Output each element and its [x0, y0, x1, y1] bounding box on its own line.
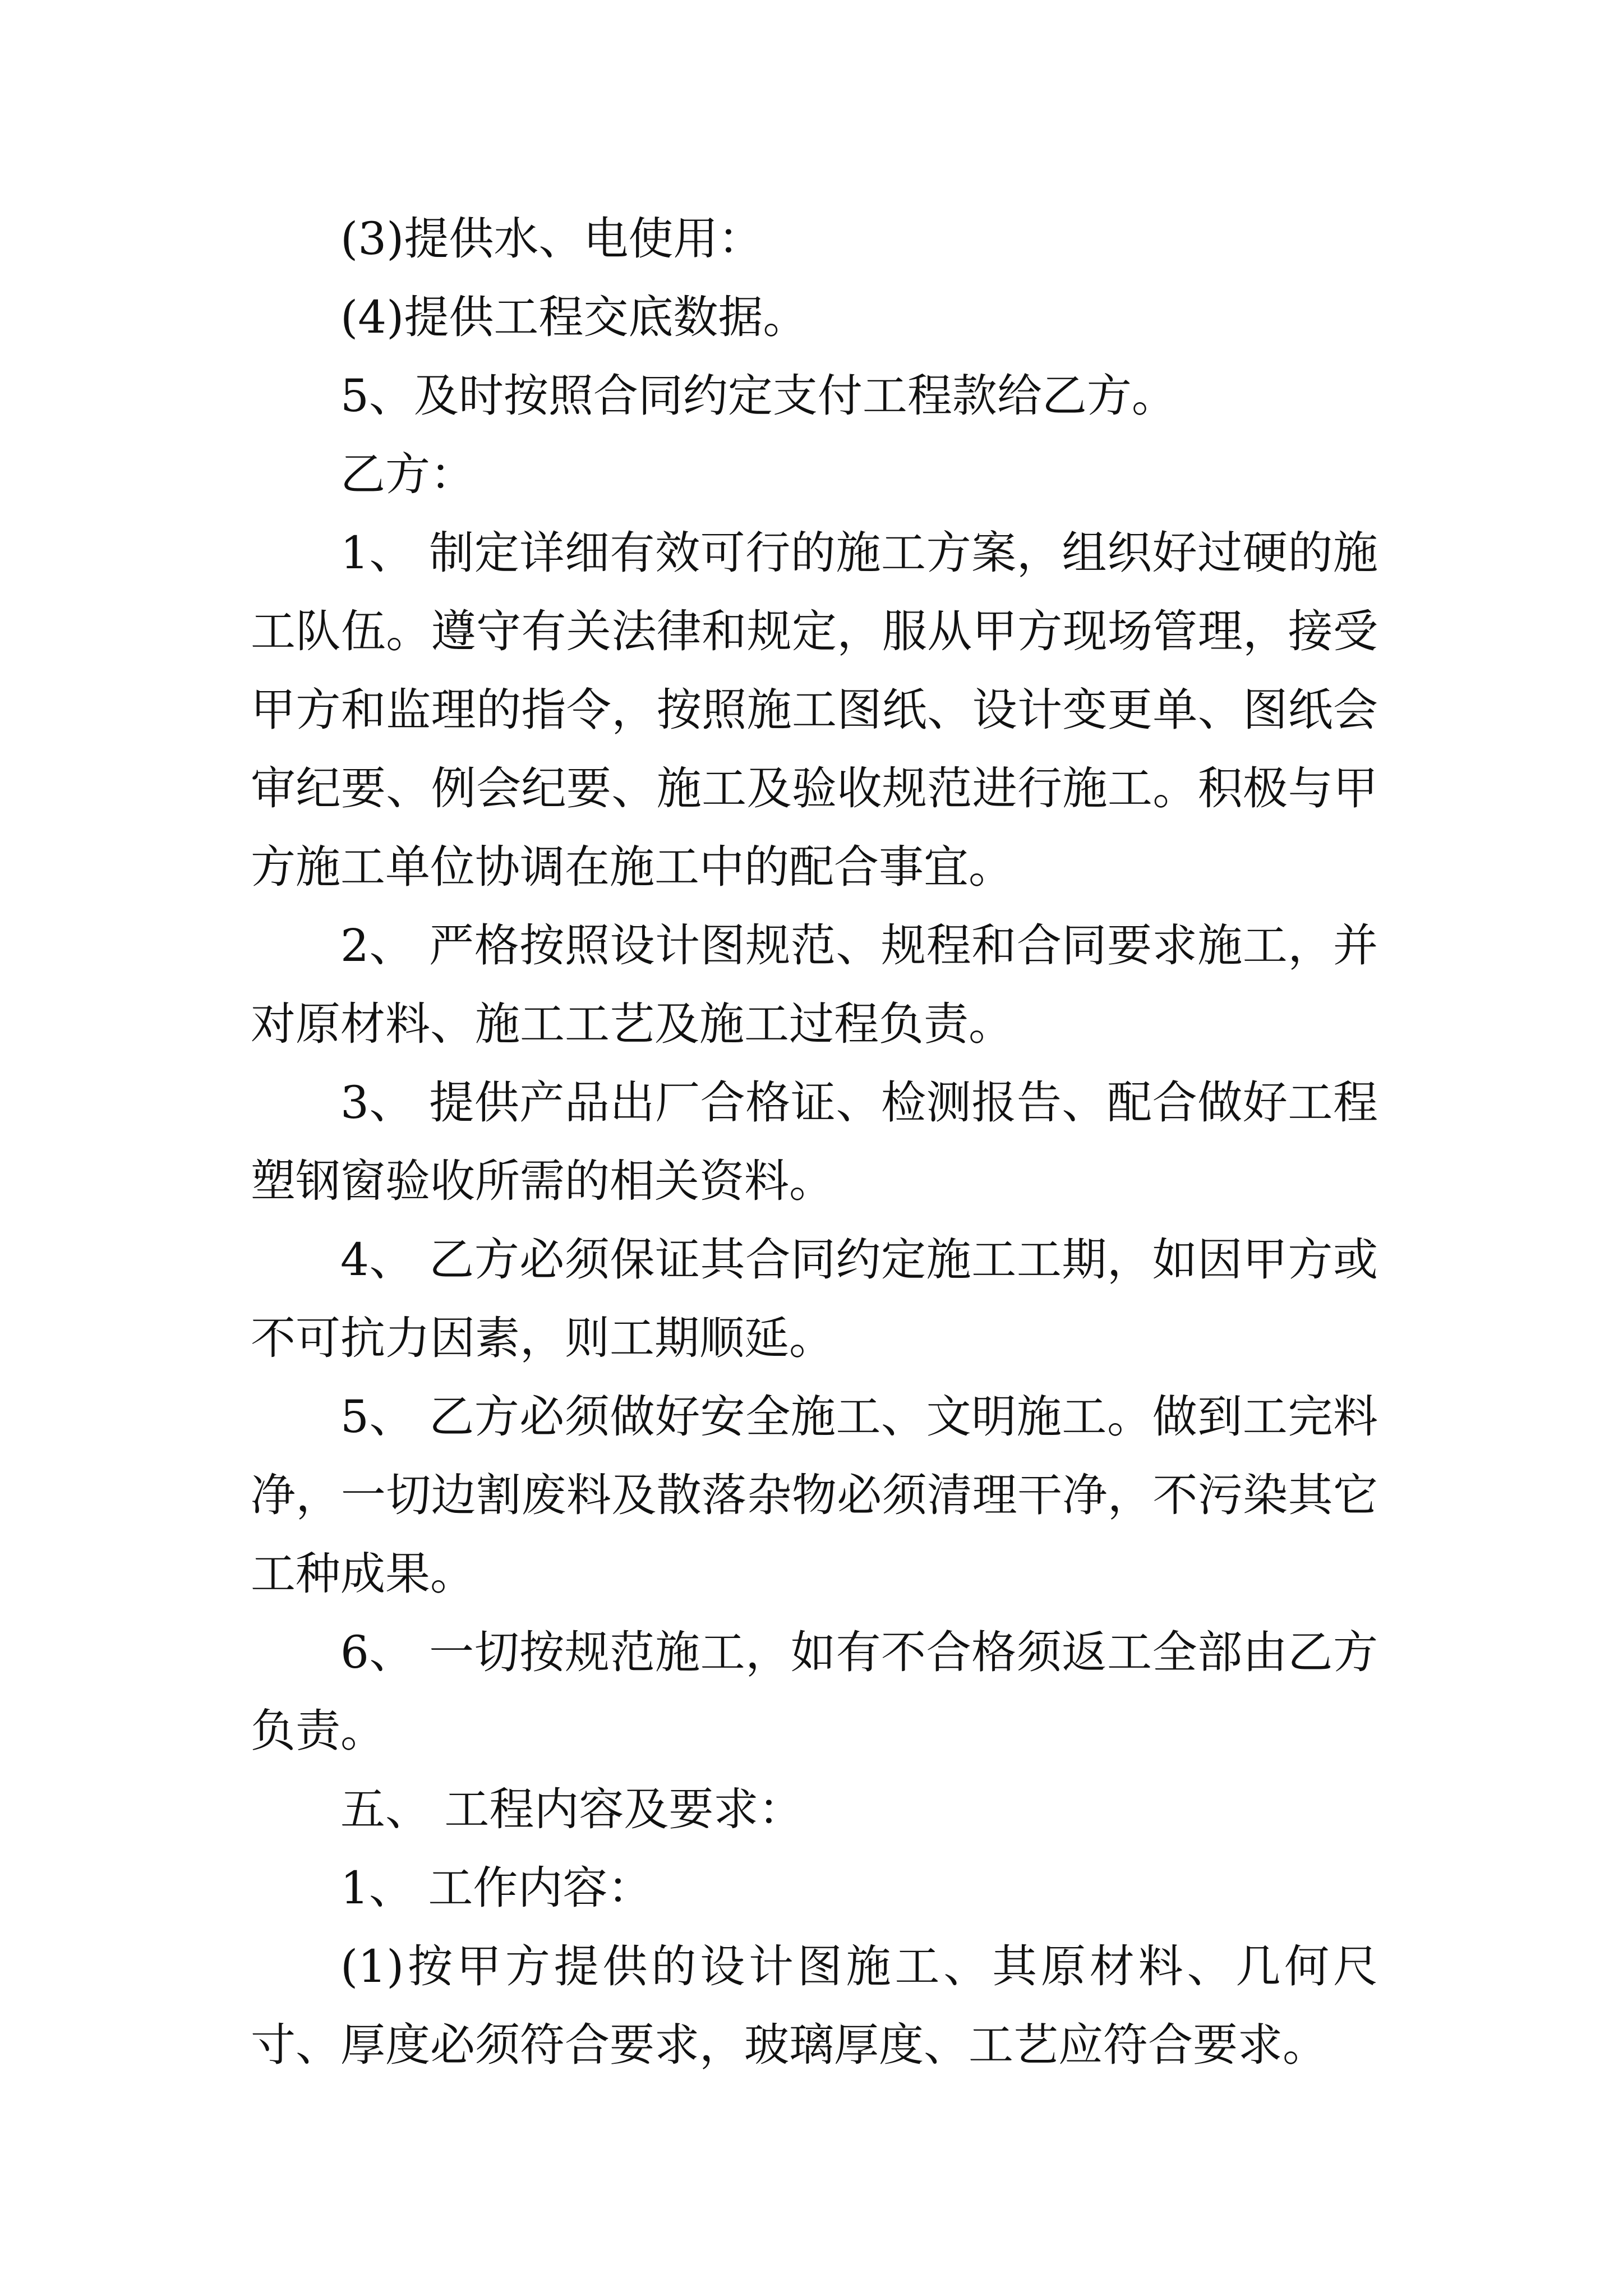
paragraph-b-item-1: 1、 制定详细有效可行的施工方案，组织好过硬的施工队伍。遵守有关法律和规定，服从甲方现场管理，接受甲方和监理的指令，按照施工图纸、设计变更单、图纸会审纪要、例会纪要、施工及验收规范进行施工。积极与甲方施工单位协调在施工中的配合事宜。	[251, 527, 1378, 893]
paragraph-b-item-3: 3、 提供产品出厂合格证、检测报告、配合做好工程塑钢窗验收所需的相关资料。	[251, 1076, 1378, 1207]
section-heading-work-content: 五、 工程内容及要求：	[340, 1783, 804, 1835]
paragraph-provide-handover-data: (4)提供工程交底数据。	[340, 291, 808, 343]
paragraph-b-item-5: 5、 乙方必须做好安全施工、文明施工。做到工完料净，一切边割废料及散落杂物必须清理干净，不污染其它工种成果。	[251, 1391, 1378, 1600]
paragraph-b-item-2: 2、 严格按照设计图规范、规程和合同要求施工，并对原材料、施工工艺及施工过程负责。	[251, 919, 1378, 1050]
paragraph-party-b-heading: 乙方：	[340, 448, 475, 500]
paragraph-b-item-4: 4、 乙方必须保证其合同约定施工工期，如因甲方或不可抗力因素，则工期顺延。	[251, 1234, 1378, 1364]
paragraph-b-item-6: 6、 一切按规范施工，如有不合格须返工全部由乙方负责。	[251, 1626, 1378, 1757]
paragraph-provide-water-electricity: (3)提供水、电使用：	[340, 213, 763, 265]
paragraph-work-content-item-1: (1)按甲方提供的设计图施工、其原材料、几何尺寸、厚度必须符合要求，玻璃厚度、工艺应符合要求。	[251, 1940, 1378, 2071]
paragraph-work-content-heading: 1、 工作内容：	[340, 1862, 653, 1914]
document-body	[251, 200, 1378, 2085]
paragraph-timely-payment: 5、及时按照合同约定支付工程款给乙方。	[340, 370, 1177, 422]
